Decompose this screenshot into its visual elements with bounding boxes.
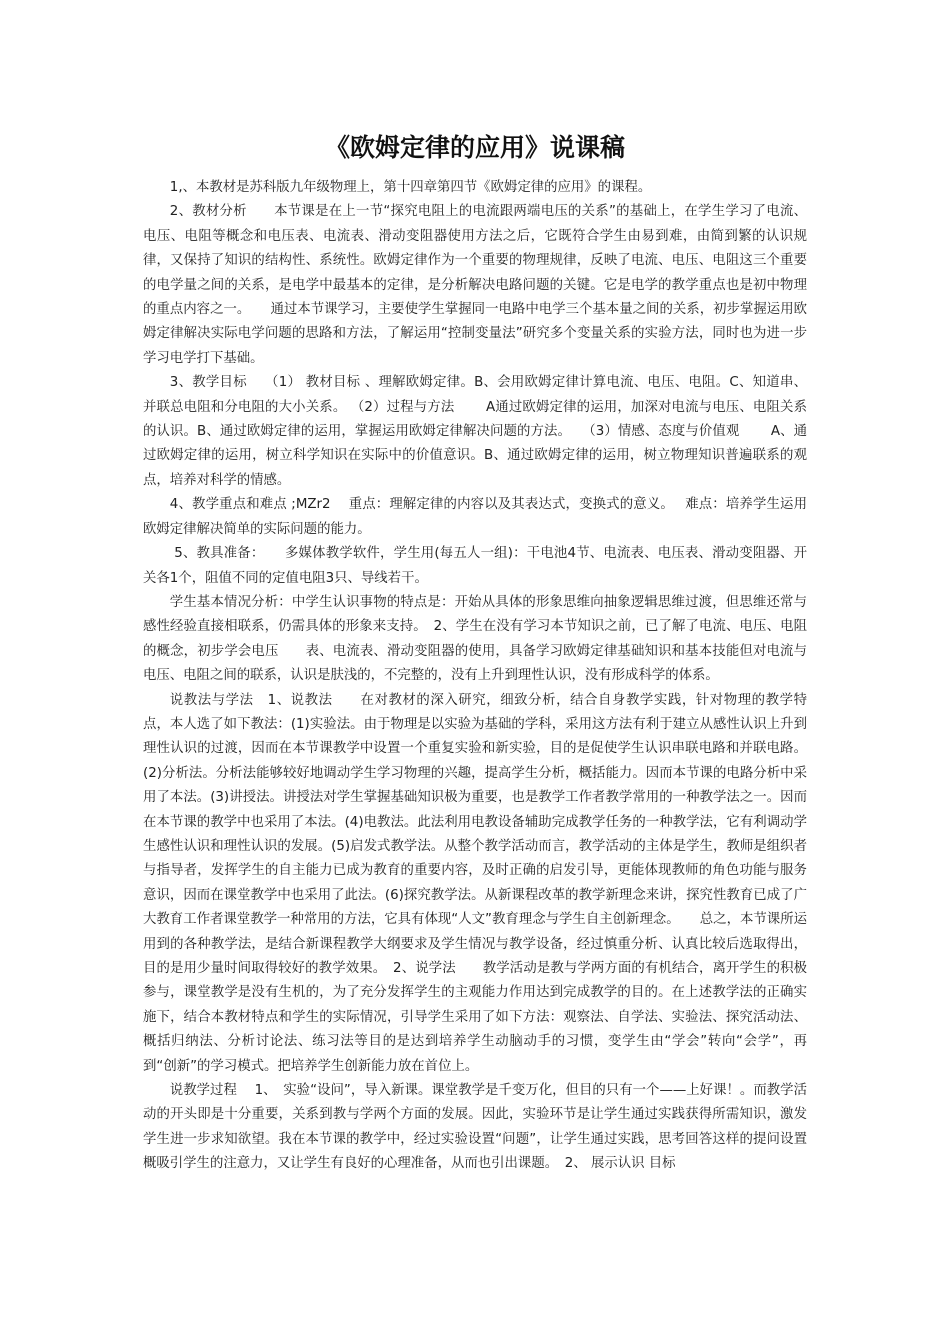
paragraph-student-analysis: 学生基本情况分析：中学生认识事物的特点是：开始从具体的形象思维向抽象逻辑思维过渡，但思维还常与感性经验直接相联系，仍需具体的形象来支持。 2、学生在没有学习本节知识之前，已了解了电流、电压、电阻的概念，初步学会电压 表、电流表、滑动变阻器的使用，具备学习欧姆定律基础知识和基本技能但对电流与电压、电阻之间的联系，认识是肤浅的，不完整的，没有上升到理性认识，没有形成科学的体系。 bbox=[143, 594, 807, 684]
paragraph-teaching-process: 说教学过程 1、 实验“设问”，导入新课。课堂教学是千变万化，但目的只有一个——上好课！。而教学活动的开头即是十分重要，关系到教与学两个方面的发展。因此，实验环节是让学生通过实践获得所需知识，激发学生进一步求知欲望。我在本节课的教学中，经过实验设置“问题”，让学生通过实践，思考回答这样的提问设置概吸引学生的注意力，又让学生有良好的心理准备，从而也引出课题。 2、 展示认识 目标 bbox=[143, 1083, 807, 1172]
paragraph-teaching-goals: 3、教学目标 （1） 教材目标 、理解欧姆定律。B、会用欧姆定律计算电流、电压、电阻。C、知道串、并联总电阻和分电阻的大小关系。 （2）过程与方法 A通过欧姆定律的运用，加深对电流与电压、电阻关系的认识。B、通过欧姆定律的运用，掌握运用欧姆定律解决问题的方法。 （3）情感、态度与价值观 A、通过欧姆定律的运用，树立科学知识在实际中的价值意识。B、通过欧姆定律的运用，树立物理知识普遍联系的观点，培养对科学的情感。 bbox=[143, 375, 807, 488]
paragraph-material-analysis: 2、教材分析 本节课是在上一节“探究电阻上的电流跟两端电压的关系”的基础上，在学生学习了电流、电压、电阻等概念和电压表、电流表、滑动变阻器使用方法之后，它既符合学生由易到难，由简到繁的认识规律，又保持了知识的结构性、系统性。欧姆定律作为一个重要的物理规律，反映了电流、电压、电阻这三个重要的电学量之间的关系，是电学中最基本的定律，是分析解决电路问题的关键。它是电学的教学重点也是初中物理的重点内容之一。 通过本节课学习，主要使学生掌握同一电路中电学三个基本量之间的关系，初步掌握运用欧姆定律解决实际电学问题的思路和方法，了解运用“控制变量法”研究多个变量关系的实验方法，同时也为进一步学习电学打下基础。 bbox=[143, 204, 807, 366]
paragraph-textbook: 1,、本教材是苏科版九年级物理上，第十四章第四节《欧姆定律的应用》的课程。 bbox=[169, 180, 652, 195]
document-body bbox=[143, 176, 807, 1177]
paragraph-teaching-aids: 5、教具准备： 多媒体教学软件，学生用(每五人一组)：干电池4节、电流表、电压表、滑动变阻器、开关各1个，阻值不同的定值电阻3只、导线若干。 bbox=[143, 546, 807, 586]
document-title: 《欧姆定律的应用》说课稿 bbox=[324, 133, 625, 162]
paragraph-key-points: 4、教学重点和难点 ;MZr2 重点：理解定律的内容以及其表达式，变换式的意义。 难点：培养学生运用欧姆定律解决简单的实际问题的能力。 bbox=[143, 497, 807, 537]
paragraph-teaching-methods: 说教法与学法 1、说教法 在对教材的深入研究，细致分析，结合自身教学实践，针对物理的教学特点，本人选了如下教法：(1)实验法。由于物理是以实验为基础的学科，采用这方法有利于建立从感性认识上升到理性认识的过渡，因而在本节课教学中设置一个重复实验和新实验，目的是促使学生认识串联电路和并联电路。(2)分析法。分析法能够较好地调动学生学习物理的兴趣，提高学生分析，概括能力。因而本节课的电路分析中采用了本法。(3)讲授法。讲授法对学生掌握基础知识极为重要，也是教学工作者教学常用的一种教学法之一。因而在本节课的教学中也采用了本法。(4)电教法。此法利用电教设备辅助完成教学任务的一种教学法，它有利调动学生感性认识和理性认识的发展。(5)启发式教学法。从整个教学活动而言，教学活动的主体是学生，教师是组织者与指导者，发挥学生的自主能力已成为教育的重要内容，及时正确的启发引导，更能体现教师的角色功能与服务意识，因而在课堂教学中也采用了此法。(6)探究教学法。从新课程改革的教学新理念来讲，探究性教育已成了广大教育工作者课堂教学一种常用的方法，它具有体现“人文”教育理念与学生自主创新理念。 总之，本节课所运用到的各种教学法，是结合新课程教学大纲要求及学生情况与教学设备，经过慎重分析、认真比较后选取得出，目的是用少量时间取得较好的教学效果。 2、说学法 教学活动是教与学两方面的有机结合，离开学生的积极参与，课堂教学是没有生机的，为了充分发挥学生的主观能力作用达到完成教学的目的。在上述教学法的正确实施下，结合本教材特点和学生的实际情况，引导学生采用了如下方法：观察法、自学法、实验法、探究活动法、概括归纳法、分析讨论法、练习法等目的是达到培养学生动脑动手的习惯，变学生由“学会”转向“会学”，再到“创新”的学习模式。把培养学生创新能力放在首位上。 bbox=[143, 692, 807, 1074]
